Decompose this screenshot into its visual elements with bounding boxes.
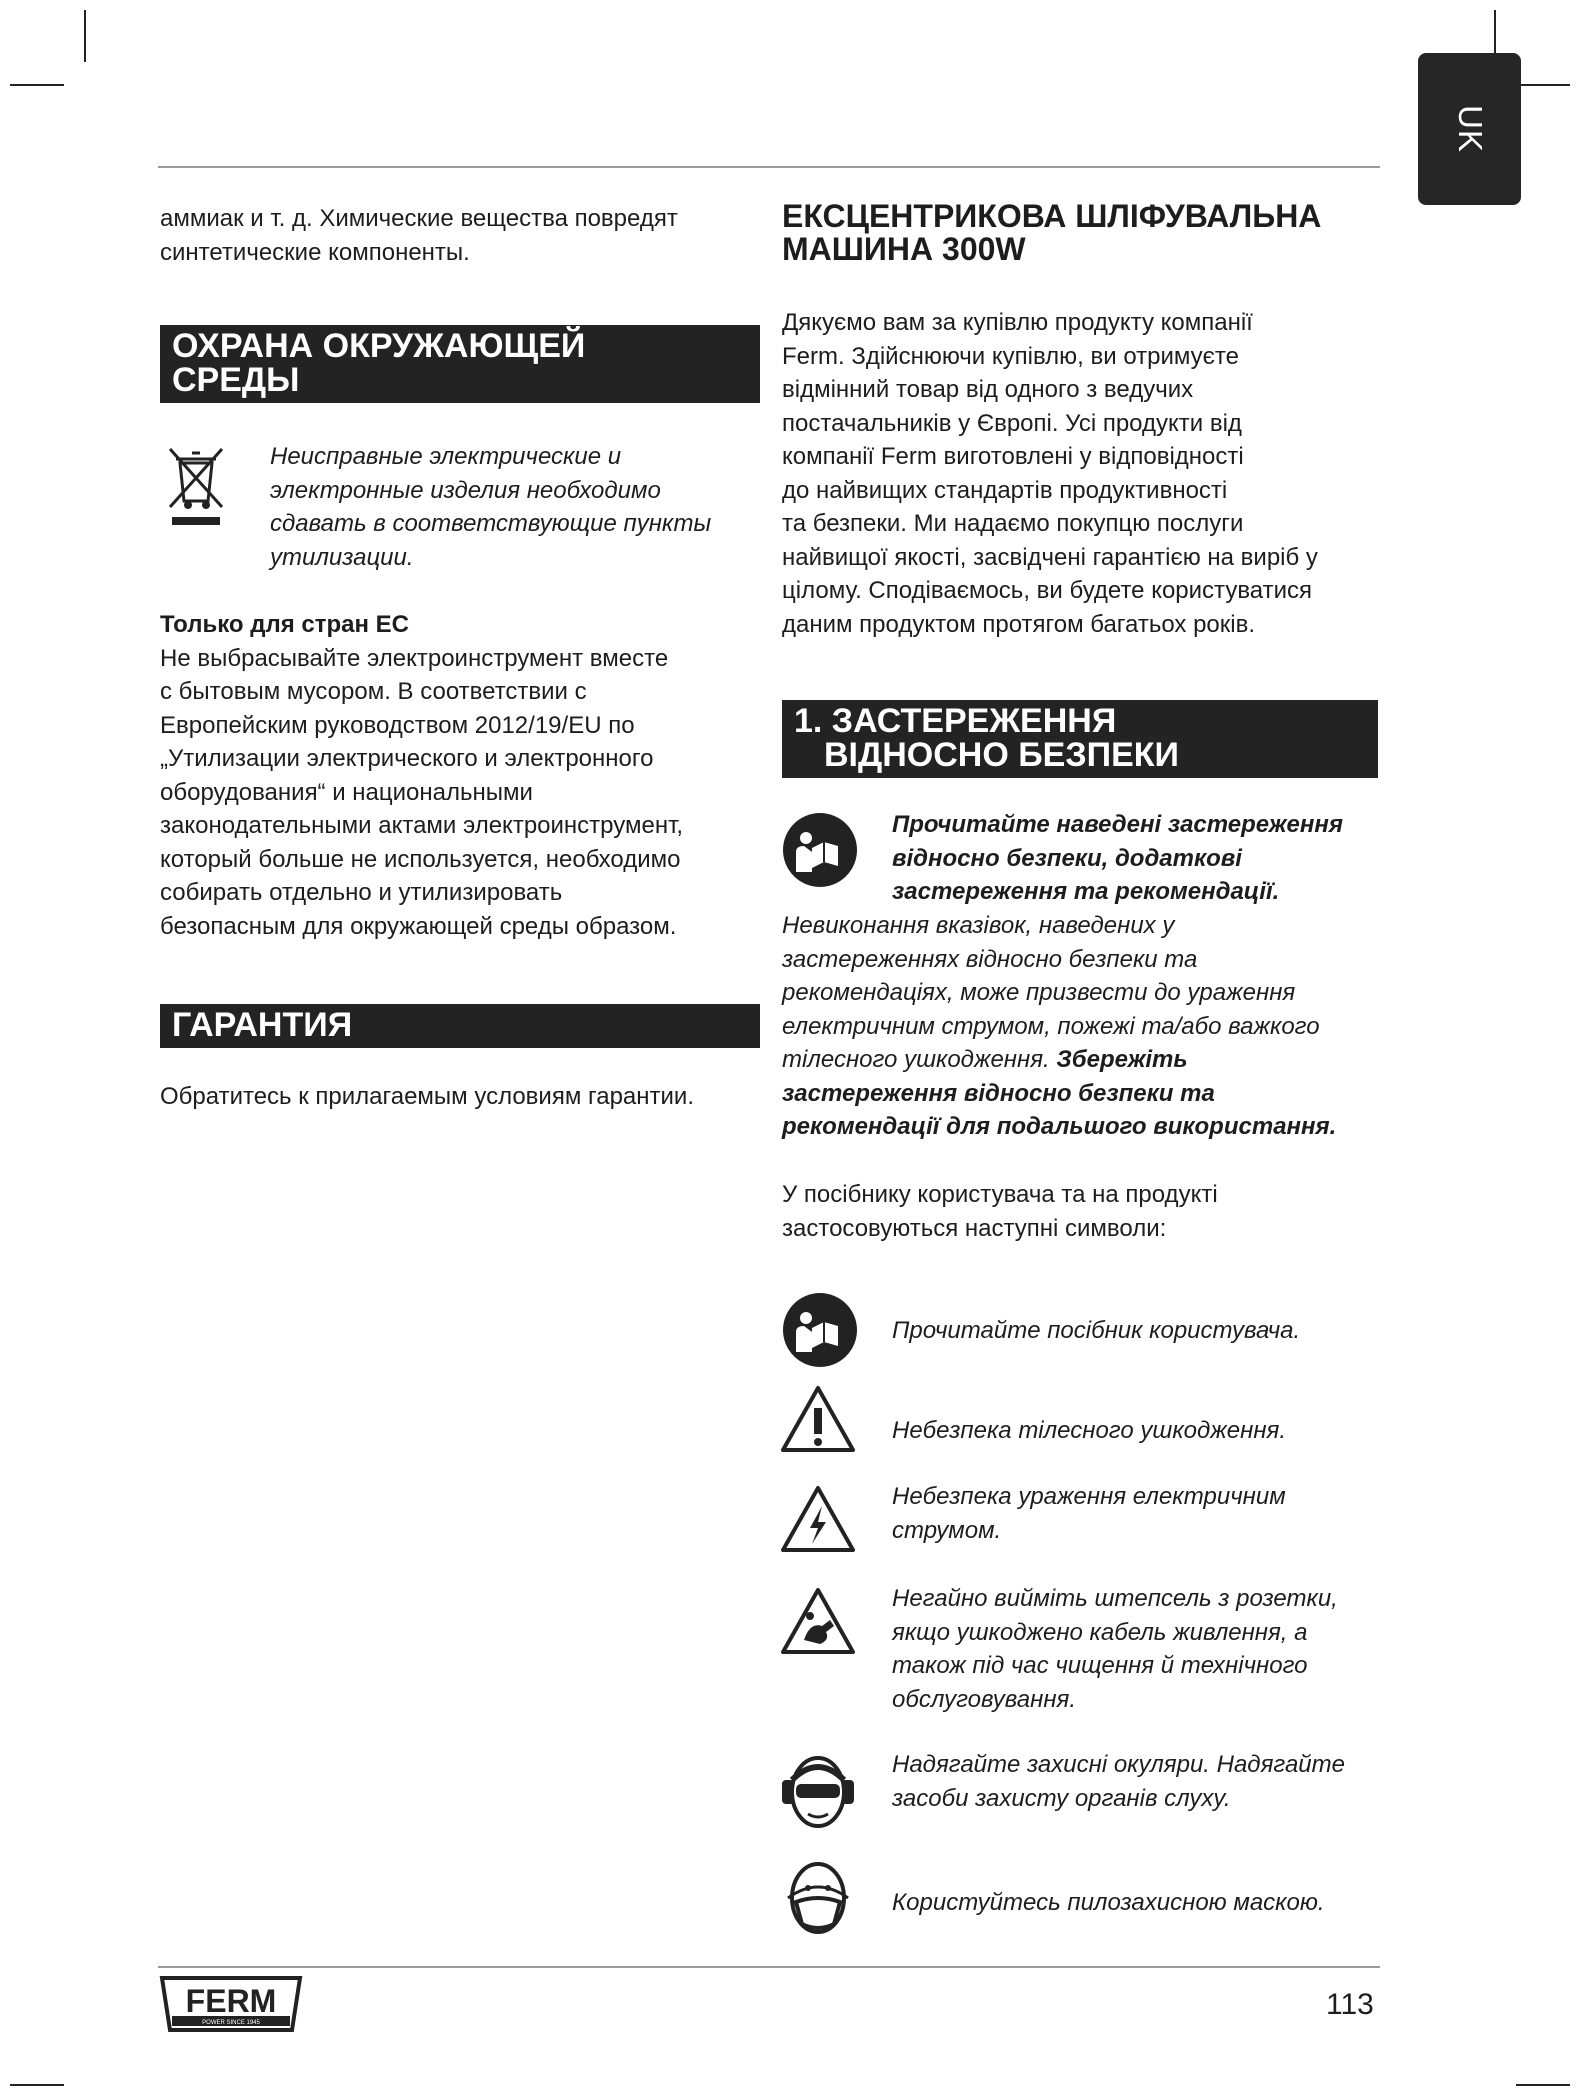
left-column — [160, 202, 760, 403]
svg-text:FERM: FERM — [185, 1983, 277, 2019]
eu-heading: Только для стран ЕС — [160, 611, 409, 638]
eu-line: собирать отдельно и утилизировать — [160, 879, 563, 906]
environment-heading: ОХРАНА ОКРУЖАЮЩЕЙ СРЕДЫ — [160, 325, 760, 403]
product-intro: Дякуємо вам за купівлю продукту компанії Ferm. Здійснюючи купівлю, ви отримуєте відмінний товар від одного з ведучих постачальників у Європі. Усі продукти від компанії Ferm виготовлені у відповідності до найвищих стандартів продуктивності та безпеки. Ми надаємо покупцю послуги найвищої якості, засвідчені гарантією на виріб у цілому. Сподіваємось, ви будете користуватися даним продуктом протягом багатьох років. — [782, 309, 1318, 638]
safety-heading: 1. ЗАСТЕРЕЖЕННЯ ВІДНОСНО БЕЗПЕКИ — [782, 700, 1378, 778]
eu-line: Не выбрасывайте электроинструмент вместе — [160, 644, 669, 672]
goggles-ear-protection-icon — [780, 1750, 856, 1834]
product-title: ЕКСЦЕНТРИКОВА ШЛІФУВАЛЬНА — [782, 198, 1322, 234]
language-tab-label: UK — [1451, 105, 1489, 153]
eu-line: который больше не используется, необходимо — [160, 845, 681, 873]
symbols-intro: У посібнику користувача та на продукті застосовуються наступні символи: — [782, 1181, 1218, 1242]
symbol-mask-text: Користуйтесь пилозахисною маскою. — [892, 1889, 1325, 1916]
product-title: МАШИНА 300W — [782, 231, 1026, 267]
right-column — [782, 200, 1382, 266]
dust-mask-icon — [782, 1858, 854, 1938]
crop-mark — [1516, 2084, 1570, 2086]
intro-line: аммиак и т. д. Химические вещества повредят — [160, 205, 678, 232]
header-rule — [158, 166, 1380, 168]
unplug-warning-icon — [780, 1586, 856, 1656]
warranty-heading: ГАРАНТИЯ — [160, 1004, 760, 1048]
crop-mark — [84, 10, 86, 62]
crop-mark — [10, 2084, 64, 2086]
symbol-shock-text: Небезпека ураження електричним струмом. — [892, 1483, 1286, 1544]
symbol-injury-text: Небезпека тілесного ушкодження. — [892, 1417, 1287, 1444]
weee-text: Неисправные электрические и электронные изделия необходимо сдавать в соответствующие пункты утилизации. — [270, 443, 712, 571]
symbol-unplug-text: Негайно вийміть штепсель з розетки, якщо ушкоджено кабель живлення, а також під час чищення й технічного обслуговування. — [892, 1585, 1338, 1713]
read-manual-icon — [782, 1292, 858, 1368]
symbol-goggles-text: Надягайте захисні окуляри. Надягайте засоби захисту органів слуху. — [892, 1751, 1345, 1812]
svg-text:POWER SINCE 1945: POWER SINCE 1945 — [202, 2020, 260, 2026]
language-tab — [1418, 53, 1521, 205]
warning-triangle-icon — [780, 1384, 856, 1454]
electric-shock-icon — [780, 1484, 856, 1554]
crop-mark — [10, 84, 64, 86]
footer-rule — [158, 1966, 1380, 1968]
read-manual-icon — [782, 812, 858, 888]
eu-line: оборудования“ и национальными — [160, 778, 533, 806]
eu-line: законодательными актами электроинструмент, — [160, 812, 684, 839]
eu-line: безопасным для окружающей среды образом. — [160, 912, 677, 940]
warranty-text: Обратитесь к прилагаемым условиям гарантии. — [160, 1083, 694, 1110]
eu-line: „Утилизации электрического и электронного — [160, 745, 654, 772]
eu-line: Европейским руководством 2012/19/EU по — [160, 711, 635, 739]
ferm-logo — [158, 1976, 304, 2032]
symbol-manual-text: Прочитайте посібник користувача. — [892, 1317, 1301, 1344]
read-warnings-bold: Прочитайте наведені застереження відносно безпеки, додаткові застереження та рекомендації. — [892, 811, 1343, 905]
eu-line: с бытовым мусором. В соответствии с — [160, 678, 587, 705]
crossed-bin-icon — [166, 445, 226, 527]
intro-line: синтетические компоненты. — [160, 238, 470, 266]
eu-section — [160, 608, 780, 943]
page-number: 113 — [1326, 1988, 1374, 2021]
crop-mark — [1516, 84, 1570, 86]
warning-paragraph: Невиконання вказівок, наведених у застереженнях відносно безпеки та рекомендаціях, може призвести до ураження електричним струмом, пожежі та/або важкого тілесного ушкодження. Збережіть застереження відносно безпеки та рекомендації для подальшого використання. — [782, 912, 1337, 1140]
